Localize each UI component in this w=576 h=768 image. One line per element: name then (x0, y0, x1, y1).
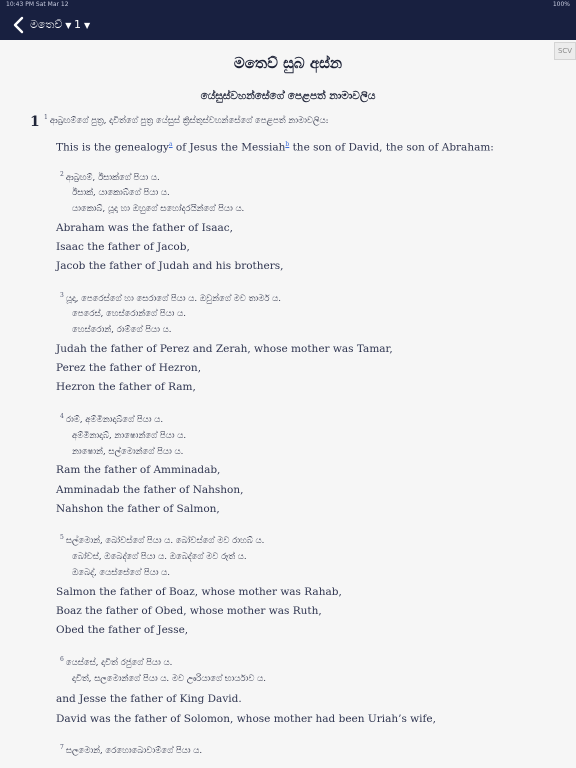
verse-number: 6 (60, 656, 64, 663)
book-title: මතෙව් සුබ අස්න (233, 54, 343, 72)
chevron-left-icon[interactable] (12, 16, 26, 34)
verse-4-sinhala-line[interactable]: නාෂොන්, සල්මොන්ගේ පියා ය. (72, 447, 184, 457)
verse-5-sinhala-line[interactable]: ඔබෙද්, යෙස්සේගේ පියා ය. (72, 568, 171, 578)
status-time: 10:43 PM Sat Mar 12 (6, 1, 69, 8)
footnote-b-link[interactable]: b (285, 141, 290, 148)
chapter-caret-icon: ▼ (84, 21, 91, 30)
chapter-selector[interactable] (74, 17, 90, 33)
verse-6-sinhala-line[interactable]: දාවිත්, සලමොන්ගේ පියා ය. මව ඌරියාගේ භාර්යාව ය. (72, 674, 266, 684)
verse-3-english-line[interactable]: Judah the father of Perez and Zerah, whose mother was Tamar, (56, 343, 393, 355)
nav-bar (0, 10, 576, 40)
verse-3-sinhala-line[interactable]: $^3$ යූදා, පෙරෙස්ගේ හා සෙරාගේ පියා ය. ඔවුන්ගේ මව තාමර් ය. (60, 292, 281, 304)
verse-6-english-line[interactable]: and Jesse the father of King David. (56, 693, 242, 705)
verse-4-english-line[interactable]: Ram the father of Amminadab, (56, 464, 221, 476)
footnote-a-link[interactable]: a (168, 141, 173, 148)
verse-number: 1 (44, 114, 48, 121)
verse-2-english-line[interactable]: Jacob the father of Judah and his brothers, (56, 260, 284, 272)
verse-1-sinhala[interactable]: $^1$ ආබ්‍රහම්ගේ පුත්‍ර, දාවිත්ගේ පුත්‍ර යේසුස් ක්‍රිස්තුස්වහන්සේගේ පෙළපත් නාමාවලිය: (44, 114, 329, 126)
verse-5-sinhala-line[interactable]: බෝවස්, ඔබෙද්ගේ පියා ය. ඔබෙද්ගේ මව රූත් ය. (72, 552, 247, 562)
reader-content[interactable] (0, 40, 576, 768)
verse-4-sinhala-line[interactable]: $^4$ රාම්, අම්මිනාදාබ්ගේ පියා ය. (60, 413, 164, 425)
verse-6-english-line[interactable]: David was the father of Solomon, whose mother had been Uriah’s wife, (56, 713, 436, 725)
verse-7-sinhala-line[interactable]: $^7$ සලමොන්, රෙහොබොවාම්ගේ පියා ය. (60, 744, 203, 756)
verse-number: 5 (60, 534, 64, 541)
verse-2-sinhala-line[interactable]: $^2$ ආබ්‍රහම්, ඊසාක්ගේ පියා ය. (60, 171, 160, 183)
verse-6-sinhala-line[interactable]: $^6$ යෙස්සේ, දාවිත් රජුගේ පියා ය. (60, 656, 173, 668)
chapter-number: 1 (30, 114, 40, 130)
chapter-name: 1 (74, 18, 81, 31)
book-selector[interactable] (30, 17, 71, 33)
verse-2-sinhala-line[interactable]: යාකොබ්, යූදා හා ඔහුගේ සහෝදරයින්ගේ පියා ය. (72, 204, 245, 214)
verse-3-sinhala-line[interactable]: හෙස්රොන්, රාම්ගේ පියා ය. (72, 325, 172, 335)
verse-4-english-line[interactable]: Amminadab the father of Nahshon, (56, 484, 244, 496)
verse-number: 7 (60, 744, 64, 751)
verse-4-sinhala-line[interactable]: අම්මිනාදාබ්, නාෂොන්ගේ පියා ය. (72, 431, 187, 441)
section-heading: යේසුස්වහන්සේගේ පෙළපත් නාමාවලිය (200, 90, 376, 102)
verse-5-english-line[interactable]: Boaz the father of Obed, whose mother was Ruth, (56, 605, 322, 617)
status-bar (0, 0, 576, 10)
verse-5-english-line[interactable]: Obed the father of Jesse, (56, 624, 189, 636)
verse-number: 3 (60, 292, 64, 299)
verse-3-sinhala-line[interactable]: පෙරෙස්, හෙස්රොන්ගේ පියා ය. (72, 309, 186, 319)
verse-5-sinhala-line[interactable]: $^5$ සල්මොන්, බෝවස්ගේ පියා ය. බෝවස්ගේ මව රාහබ් ය. (60, 534, 265, 546)
book-name: මතෙව් (30, 18, 63, 31)
verse-5-english-line[interactable]: Salmon the father of Boaz, whose mother was Rahab, (56, 586, 342, 598)
verse-4-english-line[interactable]: Nahshon the father of Salmon, (56, 503, 220, 515)
verse-number: 4 (60, 413, 64, 420)
verse-3-english-line[interactable]: Perez the father of Hezron, (56, 362, 202, 374)
verse-2-english-line[interactable]: Abraham was the father of Isaac, (56, 222, 233, 234)
status-battery: 100% (552, 1, 570, 8)
book-caret-icon: ▼ (65, 21, 72, 30)
verse-1-english[interactable]: This is the genealogy$^a$ of Jesus the Messiah$^b$ the son of David, the son of Abraham: (56, 141, 494, 154)
verse-2-sinhala-line[interactable]: ඊසාක්, යාකොබ්ගේ පියා ය. (72, 188, 170, 198)
verse-2-english-line[interactable]: Isaac the father of Jacob, (56, 241, 190, 253)
version-badge[interactable]: SCV (554, 42, 576, 60)
verse-number: 2 (60, 171, 64, 178)
verse-3-english-line[interactable]: Hezron the father of Ram, (56, 381, 196, 393)
